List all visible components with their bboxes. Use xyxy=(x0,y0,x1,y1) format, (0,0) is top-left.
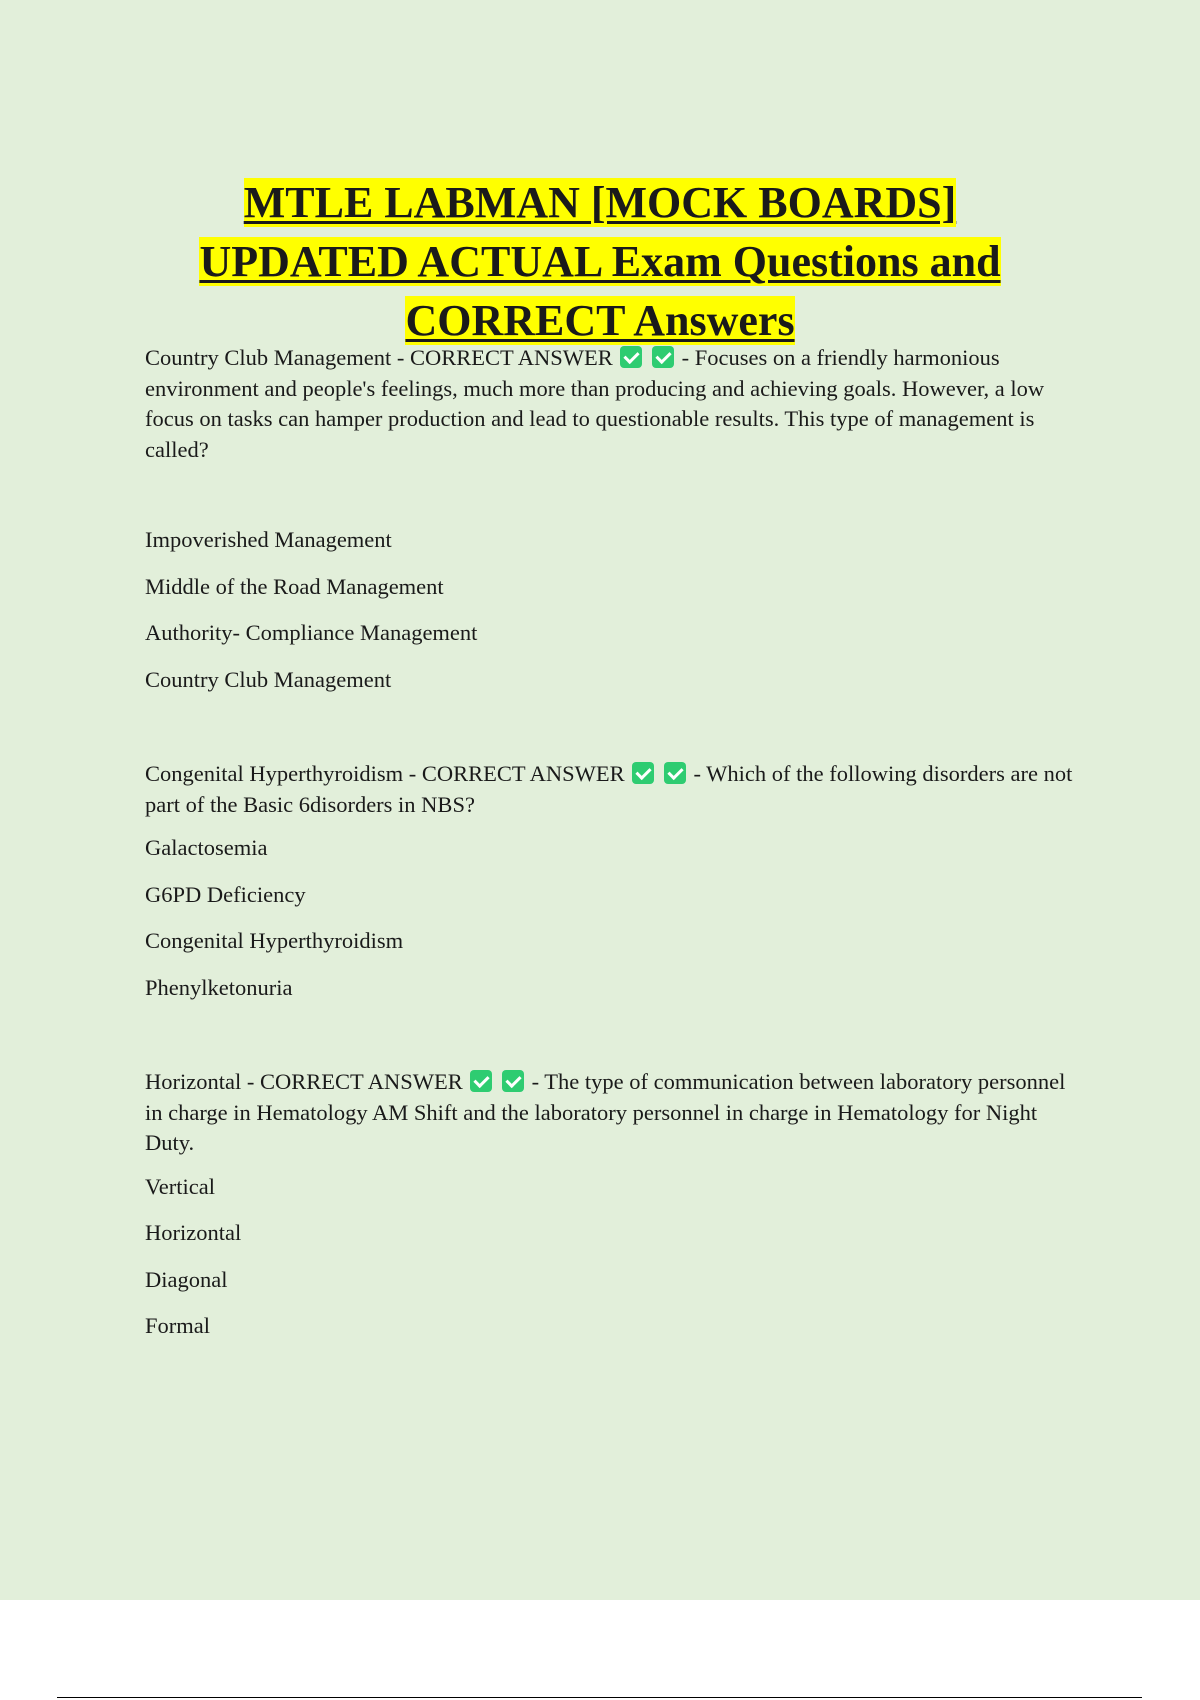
option-item: G6PD Deficiency xyxy=(145,881,306,907)
question-block-3 xyxy=(145,1067,1075,1358)
option-item: Country Club Management xyxy=(145,666,392,692)
check-mark-icon xyxy=(502,1070,524,1092)
option-list-2 xyxy=(145,833,1075,1019)
check-mark-icon xyxy=(652,346,674,368)
correct-answer-label: Country Club Management - CORRECT ANSWER xyxy=(145,345,613,370)
option-item: Phenylketonuria xyxy=(145,974,293,1000)
option-item: Horizontal xyxy=(145,1220,242,1245)
option-item: Diagonal xyxy=(145,1266,228,1292)
footer-divider xyxy=(57,1697,1142,1698)
check-mark-icon xyxy=(664,762,686,784)
option-item: Galactosemia xyxy=(145,835,268,860)
option-list-1 xyxy=(145,525,1075,711)
question-block-2 xyxy=(145,759,1075,1019)
check-mark-icon xyxy=(470,1070,492,1092)
option-item: Formal xyxy=(145,1313,210,1338)
correct-answer-label: Congenital Hyperthyroidism - CORRECT ANSWER xyxy=(145,761,625,786)
option-item: Middle of the Road Management xyxy=(145,573,444,599)
question-prompt: - Which of the following disorders are not part of the Basic 6disorders in NBS? xyxy=(145,761,1073,817)
document-title xyxy=(0,173,1200,350)
question-prompt: - Focuses on a friendly harmonious environment and people's feelings, much more than producing and achieving goals. However, a low focus on tasks can hamper production and lead to questionable results. This type of management is called? xyxy=(145,345,1045,462)
option-list-3 xyxy=(145,1172,1075,1358)
option-item: Congenital Hyperthyroidism xyxy=(145,928,404,953)
question-prompt: - The type of communication between laboratory personnel in charge in Hematology AM Shift and the laboratory personnel in charge in Hematology for Night Duty. xyxy=(145,1069,1066,1155)
title-line-1: MTLE LABMAN [MOCK BOARDS] xyxy=(243,178,957,228)
title-line-3: CORRECT Answers xyxy=(405,296,795,346)
check-mark-icon xyxy=(620,346,642,368)
option-item: Authority- Compliance Management xyxy=(145,620,478,645)
question-text-3 xyxy=(145,1067,1075,1159)
option-item: Impoverished Management xyxy=(145,527,392,552)
question-text-1 xyxy=(145,343,1075,465)
title-line-2: UPDATED ACTUAL Exam Questions and xyxy=(199,237,1001,287)
question-block-1 xyxy=(145,343,1075,711)
check-mark-icon xyxy=(632,762,654,784)
question-text-2 xyxy=(145,759,1075,820)
correct-answer-label: Horizontal - CORRECT ANSWER xyxy=(145,1069,463,1094)
questions-body xyxy=(145,343,1075,1358)
option-item: Vertical xyxy=(145,1173,215,1199)
